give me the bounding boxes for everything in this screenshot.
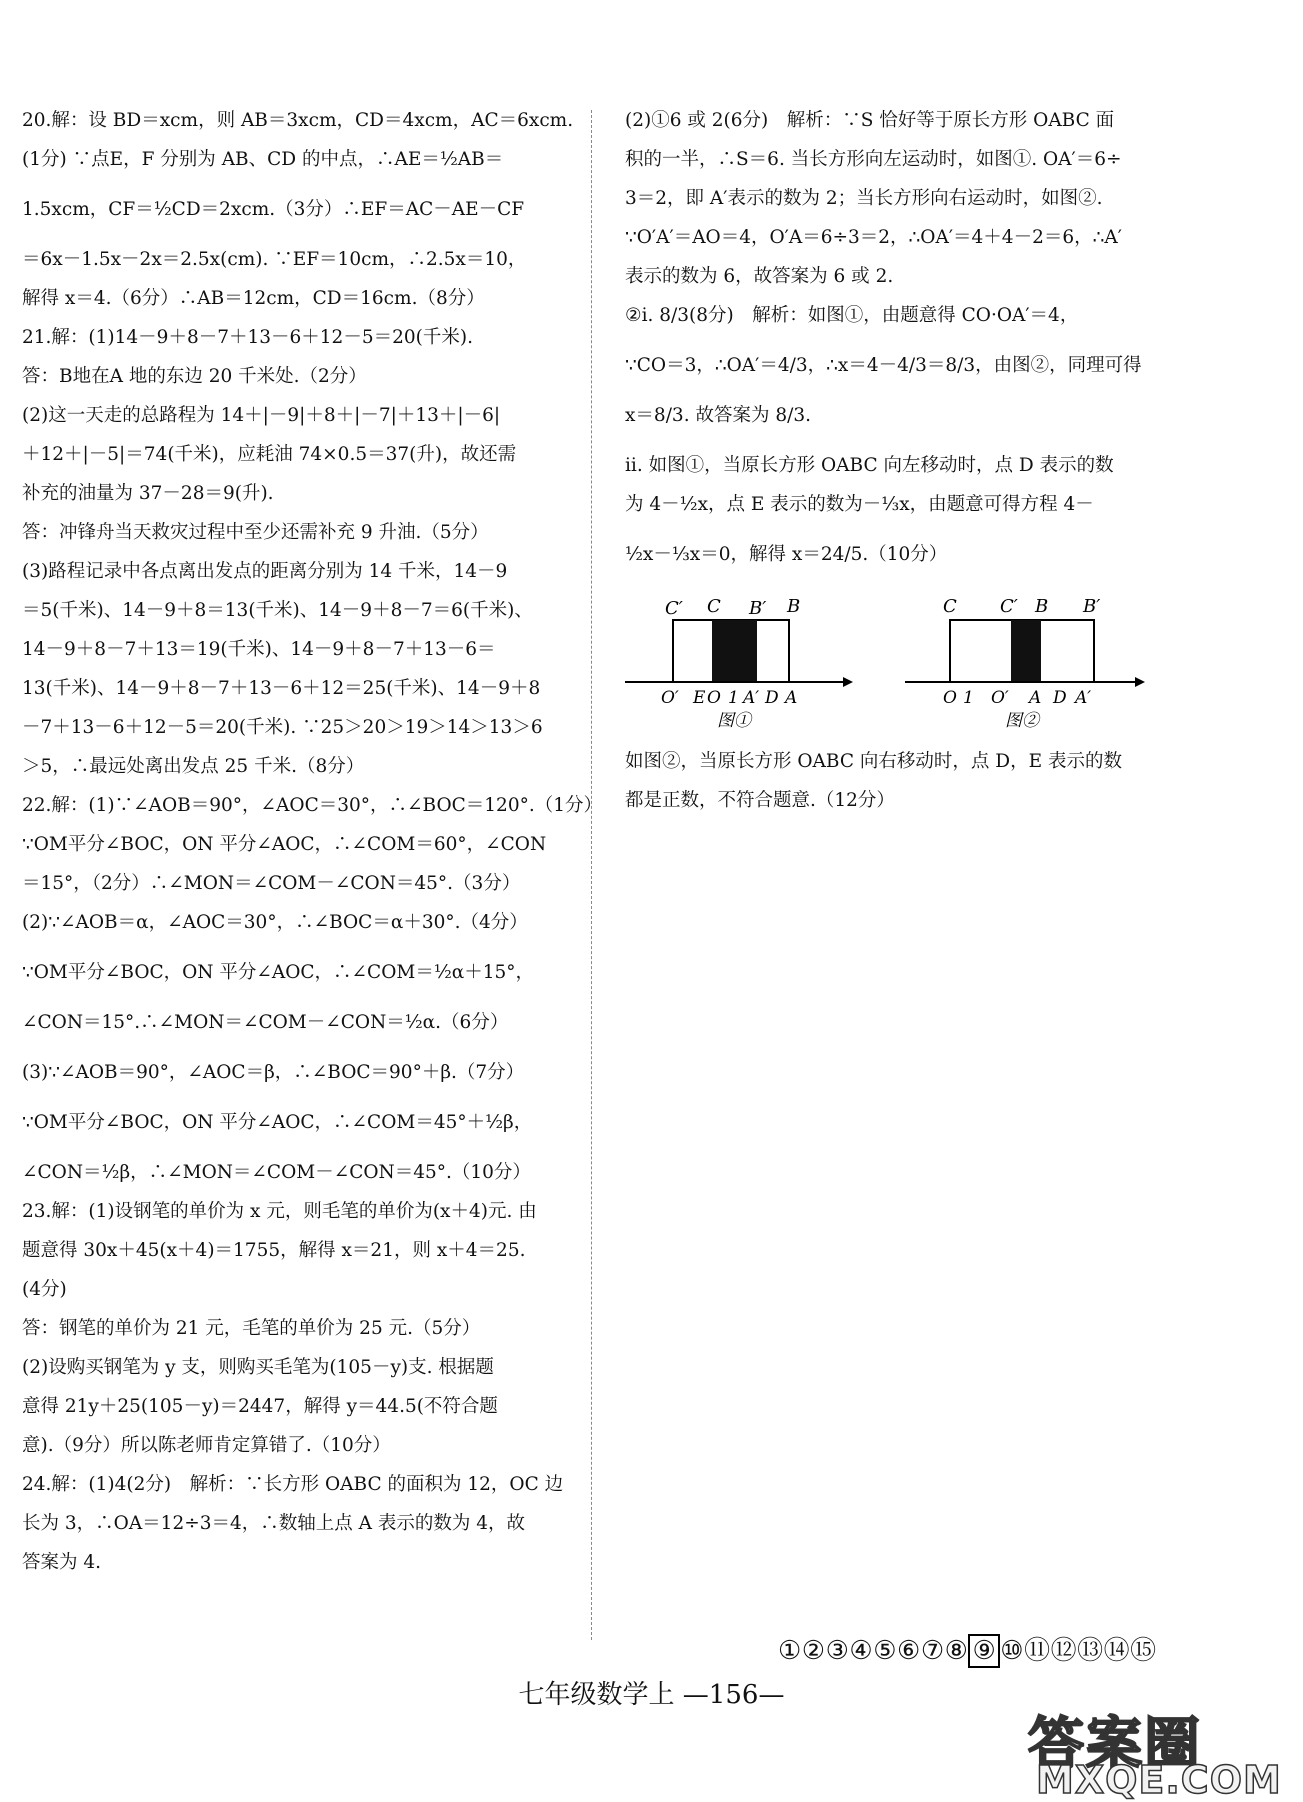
text-line: 如图②，当原长方形 OABC 向右移动时，点 D，E 表示的数: [625, 751, 1122, 772]
text-line: 答：冲锋舟当天救灾过程中至少还需补充 9 升油.（5分）: [22, 522, 489, 543]
text-line: 补充的油量为 37－28＝9(升).: [22, 483, 274, 504]
text-line: 答：钢笔的单价为 21 元，毛笔的单价为 25 元.（5分）: [22, 1318, 481, 1339]
figure-caption: 图②: [1005, 711, 1039, 731]
text-line: ∠CON＝15°.∴∠MON＝∠COM－∠CON＝½α.（6分）: [22, 1012, 509, 1033]
axis-label: O′: [991, 688, 1009, 708]
watermark-logo: [1028, 1700, 1296, 1800]
axis-label: D: [1053, 688, 1067, 708]
shaded-region: [1011, 620, 1041, 682]
axis-label: A′: [1075, 688, 1092, 708]
figure-1: [625, 596, 853, 731]
axis-label: 1: [728, 688, 739, 708]
axis-label: E: [693, 688, 706, 708]
text-line: ＞5，∴最远处离出发点 25 千米.（8分）: [22, 756, 365, 777]
text-line: 14－9＋8－7＋13＝19(千米)、14－9＋8－7＋13－6＝: [22, 639, 496, 660]
text-line: (2)这一天走的总路程为 14＋|－9|＋8＋|－7|＋13＋|－6|: [22, 405, 501, 426]
text-line: 1.5xcm，CF＝½CD＝2xcm.（3分）∴EF＝AC－AE－CF: [22, 199, 525, 220]
text-line: 答：B地在A 地的东边 20 千米处.（2分）: [22, 366, 367, 387]
text-line: ＋12＋|－5|＝74(千米)，应耗油 74×0.5＝37(升)，故还需: [22, 444, 517, 465]
point-label: B: [1035, 596, 1049, 617]
text-line: 21.解：(1)14－9＋8－7＋13－6＋12－5＝20(千米).: [22, 327, 473, 348]
point-label: C′: [1000, 596, 1018, 617]
figure-caption: 图①: [717, 711, 751, 731]
column-divider: [591, 110, 592, 1640]
text-line: －7＋13－6＋12－5＝20(千米). ∵25＞20＞19＞14＞13＞6: [22, 717, 543, 738]
text-line: 都是正数，不符合题意.（12分）: [625, 790, 895, 811]
point-label: C′: [665, 598, 683, 619]
point-label: C: [943, 596, 957, 617]
text-line: 13(千米)、14－9＋8－7＋13－6＋12＝25(千米)、14－9＋8: [22, 678, 541, 699]
text-line: (2)设购买钢笔为 y 支，则购买毛笔为(105－y)支. 根据题: [22, 1357, 494, 1378]
text-line: (1分) ∵点E，F 分别为 AB、CD 的中点，∴AE＝½AB＝: [22, 149, 504, 170]
text-line: x＝8/3. 故答案为 8/3.: [625, 405, 812, 426]
text-line: 20.解：设 BD＝xcm，则 AB＝3xcm，CD＝4xcm，AC＝6xcm.: [22, 110, 574, 131]
shaded-region: [712, 620, 757, 682]
text-line: 积的一半，∴S＝6. 当长方形向左运动时，如图①. OA′＝6÷: [625, 149, 1122, 170]
circled-numbers-after: ⑩⑪⑫⑬⑭⑮: [1000, 1636, 1157, 1666]
axis-label: D: [765, 688, 779, 708]
right-column: [625, 108, 1145, 827]
point-label: C: [707, 596, 721, 617]
text-line: 意).（9分）所以陈老师肯定算错了.（10分）: [22, 1435, 391, 1456]
text-line: 24.解：(1)4(2分) 解析：∵长方形 OABC 的面积为 12，OC 边: [22, 1474, 564, 1495]
text-line: 解得 x＝4.（6分）∴AB＝12cm，CD＝16cm.（8分）: [22, 288, 485, 309]
text-line: ∵O′A′＝AO＝4，O′A＝6÷3＝2，∴OA′＝4＋4－2＝6，∴A′: [625, 227, 1122, 248]
axis-label: 1: [963, 688, 974, 708]
point-label: B′: [1083, 596, 1101, 617]
text-line: 意得 21y＋25(105－y)＝2447，解得 y＝44.5(不符合题: [22, 1396, 498, 1417]
axis-label: O: [943, 688, 957, 708]
text-line: 题意得 30x＋45(x＋4)＝1755，解得 x＝21，则 x＋4＝25.: [22, 1240, 526, 1261]
point-label: B: [787, 596, 801, 617]
text-line: 23.解：(1)设钢笔的单价为 x 元，则毛笔的单价为(x＋4)元. 由: [22, 1201, 537, 1222]
number-line-diagram: [625, 592, 1165, 732]
watermark-url-text: MXQE.COM: [1036, 1758, 1282, 1802]
axis-label: O: [707, 688, 721, 708]
text-line: ＝5(千米)、14－9＋8＝13(千米)、14－9＋8－7＝6(千米)、: [22, 600, 533, 621]
axis-label: A: [1029, 688, 1042, 708]
rectangle-figures: [625, 592, 1145, 737]
text-line: ⅱ. 如图①，当原长方形 OABC 向左移动时，点 D 表示的数: [625, 455, 1114, 476]
text-line: ∠CON＝½β，∴∠MON＝∠COM－∠CON＝45°.（10分）: [22, 1162, 531, 1183]
watermark-main-text: 答案圈: [1028, 1712, 1202, 1777]
axis-label: O′: [661, 688, 679, 708]
arrow-head: [843, 677, 853, 687]
text-line: 3＝2，即 A′表示的数为 2；当长方形向右运动时，如图②.: [625, 188, 1103, 209]
text-line: ½x－⅓x＝0，解得 x＝24/5.（10分）: [625, 544, 948, 565]
text-line: (2)①6 或 2(6分) 解析：∵S 恰好等于原长方形 OABC 面: [625, 110, 1115, 131]
point-label: B′: [749, 598, 767, 619]
text-line: ∵OM平分∠BOC，ON 平分∠AOC，∴∠COM＝60°，∠CON: [22, 834, 547, 855]
text-line: 22.解：(1)∵∠AOB＝90°，∠AOC＝30°，∴∠BOC＝120°.（1分）: [22, 795, 602, 816]
text-line: ∵OM平分∠BOC，ON 平分∠AOC，∴∠COM＝45°＋½β，: [22, 1112, 533, 1133]
circled-numbers-before: ①②③④⑤⑥⑦⑧: [778, 1636, 969, 1666]
text-line: (4分): [22, 1279, 67, 1300]
text-line: ∵CO＝3，∴OA′＝4/3，∴x＝4－4/3＝8/3，由图②，同理可得: [625, 355, 1142, 376]
text-line: 表示的数为 6，故答案为 6 或 2.: [625, 266, 894, 287]
text-line: ∵OM平分∠BOC，ON 平分∠AOC，∴∠COM＝½α＋15°，: [22, 962, 535, 983]
text-line: (2)∵∠AOB＝α，∠AOC＝30°，∴∠BOC＝α＋30°.（4分）: [22, 912, 528, 933]
axis-label: A: [785, 688, 798, 708]
axis-label: A′: [743, 688, 760, 708]
text-line: ＝6x－1.5x－2x＝2.5x(cm). ∵EF＝10cm，∴2.5x＝10，: [22, 249, 527, 270]
arrow-head: [1135, 677, 1145, 687]
current-circled-number: ⑨: [968, 1634, 1000, 1668]
left-column: [22, 108, 602, 1589]
text-line: ＝15°，（2分）∴∠MON＝∠COM－∠CON＝45°.（3分）: [22, 873, 521, 894]
page-footer: 七年级数学上 —156—: [518, 1680, 785, 1710]
page-progress-indicator: [778, 1630, 1157, 1667]
text-line: 长为 3，∴OA＝12÷3＝4，∴数轴上点 A 表示的数为 4，故: [22, 1513, 526, 1534]
text-line: (3)路程记录中各点离出发点的距离分别为 14 千米，14－9: [22, 561, 508, 582]
figure-2: [905, 596, 1145, 731]
text-line: 答案为 4.: [22, 1552, 102, 1573]
text-line: ②ⅰ. 8/3(8分) 解析：如图①，由题意得 CO·OA′＝4，: [625, 305, 1079, 326]
text-line: 为 4－½x，点 E 表示的数为－⅓x，由题意可得方程 4－: [625, 494, 1094, 515]
text-line: (3)∵∠AOB＝90°，∠AOC＝β，∴∠BOC＝90°＋β.（7分）: [22, 1062, 525, 1083]
